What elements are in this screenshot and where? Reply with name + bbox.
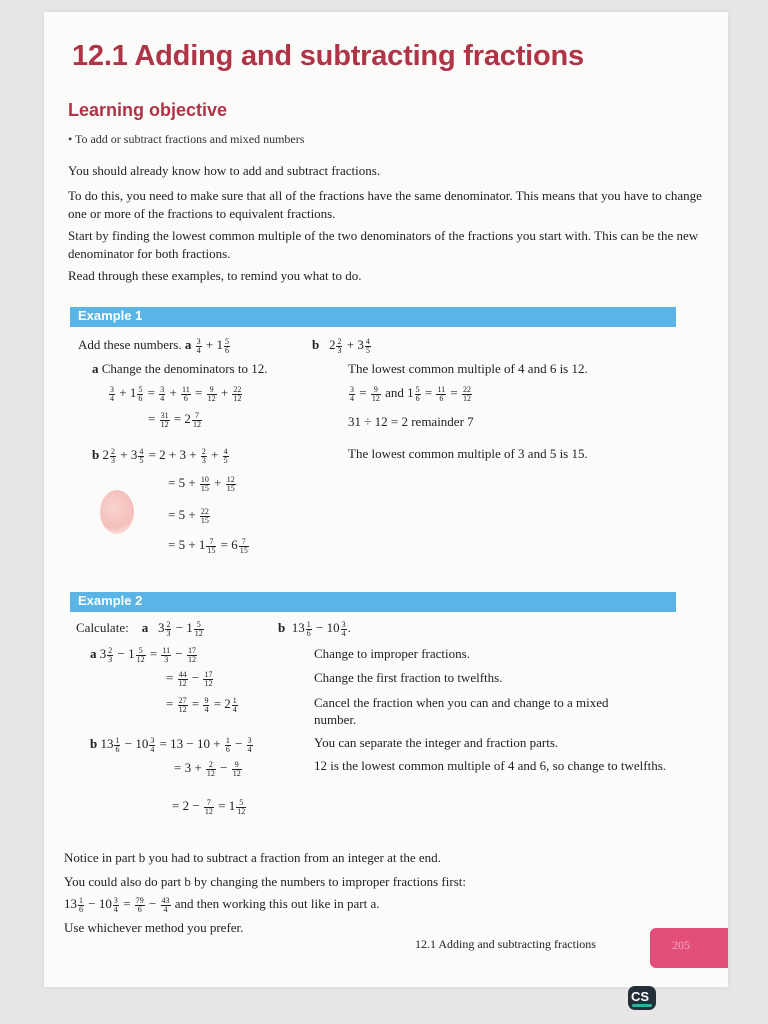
example-2-b-step-2: = 3 + $\frac{2}{12}$ − $\frac{9}{12}$ — [174, 759, 241, 778]
example-1-b-note-1: The lowest common multiple of 3 and 5 is 15. — [348, 446, 588, 461]
learning-objective-bullet: • To add or subtract fractions and mixed numbers — [68, 132, 305, 146]
example-1-part-b-label: b — [312, 337, 320, 352]
example-1-a-instruction: a Change the denominators to 12. — [92, 361, 268, 376]
example-1-a-step-2: = $\frac{31}{12}$ = 2 $\frac{7}{12}$ — [148, 410, 201, 429]
example-2-b-step-1: b 13 $\frac{1}{6}$ − 10 $\frac{3}{4}$ = 13 − 10 + $\frac{1}{6}$ − $\frac{3}{4}$ — [90, 735, 252, 754]
learning-objective-heading: Learning objective — [68, 100, 228, 120]
example-1-a-note-1: The lowest common multiple of 4 and 6 is 12. — [348, 361, 588, 376]
example-1-question: Add these numbers. a $\frac{3}{4}$ + 1 $\frac{5}{6}$ — [78, 336, 229, 355]
example-2-note-a1: Change to improper fractions. — [314, 646, 470, 661]
example-1-prompt: Add these numbers. — [78, 337, 182, 352]
page-number: 205 — [672, 938, 690, 952]
closing-line-2: You could also do part b by changing the numbers to improper fractions first: — [64, 874, 466, 889]
intro-paragraph-3: Start by finding the lowest common multiple of the two denominators of the fractions you start with. This can be the new denominator for both fractions. — [68, 228, 699, 261]
textbook-page — [44, 12, 728, 987]
example-2-question: Calculate: a 3 $\frac{2}{3}$ − 1 $\frac{5}{12}$ — [76, 619, 203, 638]
example-1-part-a-label: a — [184, 337, 192, 352]
example-2-note-b1: You can separate the integer and fraction parts. — [314, 735, 559, 750]
example-2-a-step-3: = $\frac{27}{12}$ = $\frac{9}{4}$ = 2 $\frac{1}{4}$ — [166, 695, 237, 714]
example-1-label: Example 1 — [78, 308, 143, 323]
example-1-a-note-2: $\frac{3}{4}$ = $\frac{9}{12}$ and 1 $\frac{5}{6}$ = $\frac{11}{6}$ = $\frac{22}{12}$ — [350, 384, 472, 403]
closing-line-3: 13 $\frac{1}{6}$ − 10 $\frac{3}{4}$ = $\frac{79}{6}$ − $\frac{43}{4}$ and then working this out like in part a. — [64, 895, 380, 914]
example-2-b-step-3: = 2 − $\frac{7}{12}$ = 1 $\frac{5}{12}$ — [172, 797, 246, 816]
thumb-smudge — [100, 490, 134, 534]
example-2-note-b2: 12 is the lowest common multiple of 4 and 6, so change to twelfths. — [314, 758, 667, 773]
footer-section-title: 12.1 Adding and subtracting fractions — [415, 937, 596, 951]
closing-line-4: Use whichever method you prefer. — [64, 920, 244, 935]
example-2-label: Example 2 — [78, 593, 143, 608]
example-2-banner — [70, 592, 676, 612]
example-2-a-step-1: a 3 $\frac{2}{3}$ − 1 $\frac{5}{12}$ = $\frac{11}{3}$ − $\frac{17}{12}$ — [90, 645, 196, 664]
example-1-a-note-3: 31 ÷ 12 = 2 remainder 7 — [348, 414, 474, 429]
example-1-question-b: b 2 $\frac{2}{3}$ + 3 $\frac{4}{5}$ — [312, 336, 370, 355]
closing-line-1: Notice in part b you had to subtract a fraction from an integer at the end. — [64, 850, 441, 865]
example-2-note-a3: Cancel the fraction when you can and change to a mixed number. — [314, 695, 609, 727]
camscanner-badge — [628, 986, 656, 1010]
example-1-a-step-1: $\frac{3}{4}$ + 1 $\frac{5}{6}$ = $\frac{3}{4}$ + $\frac{11}{6}$ = $\frac{9}{12}$ + $\frac{22}{12}$ — [110, 384, 242, 403]
example-2-question-b: b 13 $\frac{1}{6}$ − 10 $\frac{3}{4}$ . — [278, 619, 351, 638]
page-title: 12.1 Adding and subtracting fractions — [72, 40, 584, 72]
example-2-note-a2: Change the first fraction to twelfths. — [314, 670, 503, 685]
intro-paragraph-4: Read through these examples, to remind you what to do. — [68, 268, 362, 283]
example-2-a-step-2: = $\frac{44}{12}$ − $\frac{17}{12}$ — [166, 669, 213, 688]
camscanner-badge-text: CS — [631, 989, 650, 1004]
closing-line-3-text: and then working this out like in part a. — [174, 896, 380, 911]
example-1-b-step-3: = 5 + $\frac{22}{15}$ — [168, 506, 209, 525]
example-1-b-step-1: b 2 $\frac{2}{3}$ + 3 $\frac{4}{5}$ = 2 + 3 + $\frac{2}{3}$ + $\frac{4}{5}$ — [92, 446, 228, 465]
example-1-banner — [70, 307, 676, 327]
example-1-b-step-4: = 5 + 1 $\frac{7}{15}$ = 6 $\frac{7}{15}$ — [168, 536, 248, 555]
page-number-tab — [650, 928, 728, 968]
intro-paragraph-2: To do this, you need to make sure that all of the fractions have the same denominator. This means that you have to change one or more of the fractions to equivalent fractions. — [68, 188, 702, 221]
intro-paragraph-1: You should already know how to add and subtract fractions. — [68, 163, 381, 178]
example-2-prompt: Calculate: — [76, 620, 129, 635]
example-1-b-step-2: = 5 + $\frac{10}{15}$ + $\frac{12}{15}$ — [168, 474, 235, 493]
